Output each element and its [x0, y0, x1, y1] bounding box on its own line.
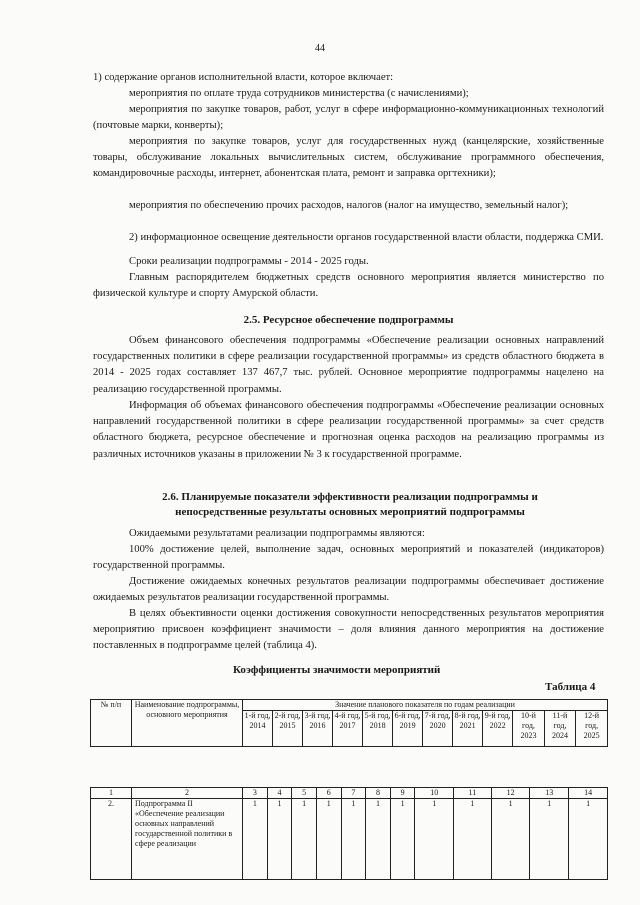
- paragraph-2-5-2: Информация об объемах финансового обеспечения подпрограммы «Обеспечение реализации основных направлений государственной политики в сфере реализации государственной программы» за счет средств областного бюджета, ресурсное обеспечение и прогнозная оценка расходов на реализацию программы из различных источников указаны в приложении № 3 к государственной программе.: [93, 400, 604, 460]
- col-number: 6: [316, 788, 341, 799]
- row-value: 1: [454, 799, 492, 880]
- table-caption: Коэффициенты значимости мероприятий: [233, 664, 441, 676]
- row-value: 1: [341, 799, 366, 880]
- col-no-header: № п/п: [91, 700, 132, 747]
- row-value: 1: [530, 799, 569, 880]
- paragraph-2-6-1: Ожидаемыми результатами реализации подпрограммы являются:: [129, 528, 425, 539]
- col-number: 12: [491, 788, 530, 799]
- page-number: 44: [315, 43, 325, 54]
- col-number: 8: [366, 788, 391, 799]
- col-number: 1: [91, 788, 132, 799]
- col-number: 4: [267, 788, 292, 799]
- row-value: 1: [491, 799, 530, 880]
- table-body: [90, 787, 608, 880]
- paragraph-4: мероприятия по закупке товаров, услуг для государственных нужд (канцелярские, хозяйственные товары, обслуживание локальных вычислительных систем, обслуживание программного обеспечения, командировочные расходы, интернет, абонентская плата, ремонт и заправка оргтехники);: [93, 136, 604, 180]
- table-header: [90, 699, 608, 747]
- table-row: [91, 799, 608, 880]
- paragraph-2: мероприятия по оплате труда сотрудников министерства (с начислениями);: [129, 88, 469, 99]
- paragraph-2-6-3: Достижение ожидаемых конечных результатов реализации подпрограммы обеспечивает достижение ожидаемых результатов реализации государственной программы.: [93, 576, 604, 604]
- year-header: 5-й год, 2018: [363, 711, 393, 747]
- row-value: 1: [267, 799, 292, 880]
- year-header: 7-й год, 2020: [423, 711, 453, 747]
- col-name-header: Наименование подпрограммы, основного мероприятия: [132, 700, 243, 747]
- col-number: 2: [132, 788, 243, 799]
- row-value: 1: [366, 799, 391, 880]
- row-number: 2.: [91, 799, 132, 880]
- paragraph-3: мероприятия по закупке товаров, работ, услуг в сфере информационно-коммуникационных технологий (почтовые марки, конверты);: [93, 104, 604, 132]
- year-header: 4-й год, 2017: [333, 711, 363, 747]
- year-header: 10-й год, 2023: [513, 711, 545, 747]
- group-header: Значение планового показателя по годам реализации: [243, 700, 608, 711]
- year-header: 11-й год, 2024: [544, 711, 575, 747]
- col-number: 7: [341, 788, 366, 799]
- col-number: 5: [292, 788, 317, 799]
- year-header: 2-й год, 2015: [273, 711, 303, 747]
- row-value: 1: [415, 799, 454, 880]
- paragraph-2-6-2: 100% достижение целей, выполнение задач, основных мероприятий и показателей (индикаторов) государственной программы.: [93, 544, 604, 572]
- col-number: 11: [454, 788, 492, 799]
- row-value: 1: [569, 799, 608, 880]
- section-heading-2-6: 2.6. Планируемые показатели эффективности реализации подпрограммы и непосредственные результаты основных мероприятий подпрограммы: [162, 491, 538, 518]
- year-header: 3-й год, 2016: [303, 711, 333, 747]
- year-header: 6-й год, 2019: [393, 711, 423, 747]
- col-number: 3: [243, 788, 268, 799]
- paragraph-2-6-4: В целях объективности оценки достижения совокупности непосредственных результатов мероприятия мероприятию присвоен коэффициент значимости – доля влияния данного мероприятия на достижение поставленных в подпрограмме целей (таблица 4).: [93, 608, 604, 652]
- col-number: 13: [530, 788, 569, 799]
- col-number: 10: [415, 788, 454, 799]
- col-number: 14: [569, 788, 608, 799]
- col-number: 9: [390, 788, 415, 799]
- section-heading-2-5: 2.5. Ресурсное обеспечение подпрограммы: [243, 314, 454, 326]
- row-name: Подпрограмма II «Обеспечение реализации основных направлений государственной политики в сфере реализации: [132, 799, 243, 880]
- table-label: Таблица 4: [545, 681, 596, 693]
- row-value: 1: [243, 799, 268, 880]
- paragraph-5: мероприятия по обеспечению прочих расходов, налогов (налог на имущество, земельный налог);: [129, 200, 569, 211]
- year-header: 12-й год, 2025: [576, 711, 608, 747]
- paragraph-6: 2) информационное освещение деятельности органов государственной власти области, поддержка СМИ.: [129, 232, 604, 243]
- year-header: 1-й год, 2014: [243, 711, 273, 747]
- paragraph-1: 1) содержание органов исполнительной власти, которое включает:: [93, 72, 394, 83]
- row-value: 1: [316, 799, 341, 880]
- year-header: 8-й год, 2021: [453, 711, 483, 747]
- paragraph-7: Сроки реализации подпрограммы - 2014 - 2025 годы.: [129, 256, 369, 267]
- paragraph-8: Главным распорядителем бюджетных средств основного мероприятия является министерство по физической культуре и спорту Амурской области.: [93, 272, 604, 300]
- paragraph-2-5-1: Объем финансового обеспечения подпрограммы «Обеспечение реализации основных направлений государственных политики в сфере реализации государственной программы» из средств областного бюджета в 2014 - 2025 годах составляет 137 467,7 тыс. рублей. Основное мероприятие подпрограммы нацелено на реализацию государственной программы.: [93, 335, 604, 395]
- row-value: 1: [390, 799, 415, 880]
- row-value: 1: [292, 799, 317, 880]
- year-header: 9-й год, 2022: [483, 711, 513, 747]
